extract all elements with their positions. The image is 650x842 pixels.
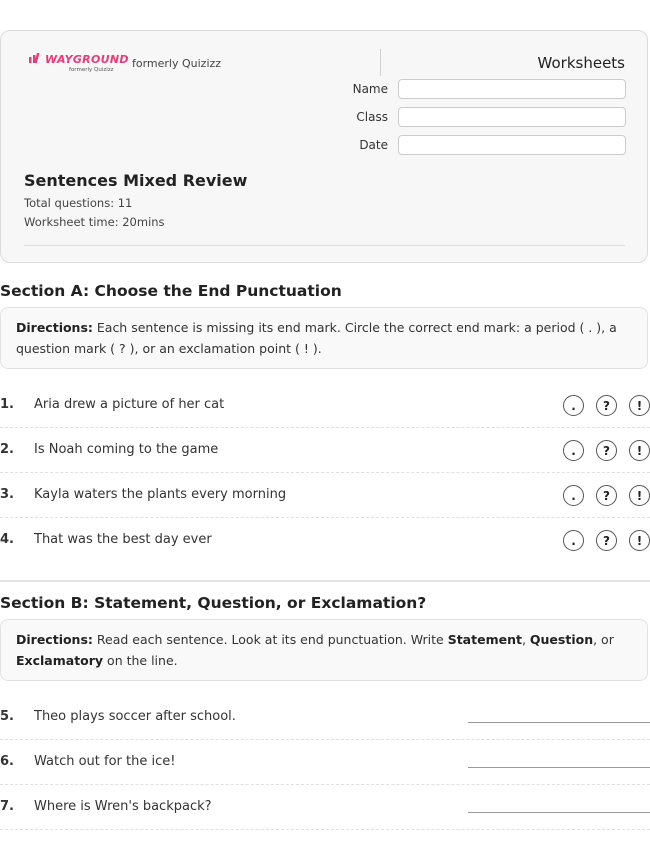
- name-label: Name: [352, 82, 388, 96]
- question-text: Is Noah coming to the game: [34, 442, 219, 457]
- total-questions: Total questions: 11: [24, 196, 133, 210]
- exclamation-choice[interactable]: !: [629, 530, 650, 551]
- header-card: [0, 30, 648, 263]
- logo-text: WAYGROUND: [45, 53, 129, 66]
- punctuation-choices: [563, 530, 650, 551]
- question-mark-choice[interactable]: ?: [596, 395, 617, 416]
- period-choice[interactable]: .: [563, 485, 584, 506]
- question-number: 3.: [0, 487, 14, 502]
- directions-label: Directions:: [16, 320, 93, 335]
- question-keyword: Question: [529, 632, 594, 647]
- directions-text: on the line.: [103, 653, 178, 668]
- question-row: [0, 785, 650, 830]
- period-choice[interactable]: .: [563, 395, 584, 416]
- question-mark-choice[interactable]: ?: [596, 485, 617, 506]
- question-text: Kayla waters the plants every morning: [34, 487, 287, 502]
- answer-line[interactable]: [468, 722, 650, 723]
- punctuation-choices: [563, 485, 650, 506]
- class-label: Class: [356, 110, 388, 124]
- logo-bars-icon: [29, 53, 43, 66]
- question-number: 2.: [0, 442, 14, 457]
- directions-separator: , or: [593, 632, 614, 647]
- exclamation-choice[interactable]: !: [629, 440, 650, 461]
- question-number: 4.: [0, 532, 14, 547]
- question-row: [0, 383, 650, 428]
- question-row: [0, 473, 650, 518]
- section-a-title: Section A: Choose the End Punctuation: [0, 282, 342, 300]
- name-field-row: [341, 78, 628, 100]
- period-choice[interactable]: .: [563, 440, 584, 461]
- logo-subtext: formerly Quizizz: [69, 67, 114, 73]
- section-b-title: Section B: Statement, Question, or Exclamation?: [0, 594, 427, 612]
- exclamatory-keyword: Exclamatory: [16, 653, 104, 668]
- worksheets-label: Worksheets: [537, 54, 625, 72]
- directions-label: Directions:: [16, 632, 93, 647]
- question-row: [0, 740, 650, 785]
- question-number: 5.: [0, 709, 14, 724]
- punctuation-choices: [563, 395, 650, 416]
- question-number: 1.: [0, 397, 14, 412]
- question-number: 6.: [0, 754, 14, 769]
- worksheet-time: Worksheet time: 20mins: [24, 215, 165, 229]
- exclamation-choice[interactable]: !: [629, 395, 650, 416]
- card-divider: [24, 245, 625, 246]
- question-row: [0, 695, 650, 740]
- question-mark-choice[interactable]: ?: [596, 440, 617, 461]
- worksheet-title: Sentences Mixed Review: [24, 171, 248, 190]
- question-mark-choice[interactable]: ?: [596, 530, 617, 551]
- directions-text: Each sentence is missing its end mark. Circle the correct end mark: a period ( . ), a question mark ( ? ), or an exclamation point ( ! ).: [16, 320, 617, 356]
- section-b-directions: [0, 619, 648, 681]
- question-text: Aria drew a picture of her cat: [34, 397, 225, 412]
- question-row: [0, 518, 650, 563]
- question-number: 7.: [0, 799, 14, 814]
- period-choice[interactable]: .: [563, 530, 584, 551]
- class-field-row: [341, 106, 628, 128]
- name-input[interactable]: [398, 79, 626, 99]
- section-a-directions: [0, 307, 648, 369]
- answer-line[interactable]: [468, 767, 650, 768]
- exclamation-choice[interactable]: !: [629, 485, 650, 506]
- directions-text: Read each sentence. Look at its end punctuation. Write: [92, 632, 448, 647]
- question-text: Watch out for the ice!: [34, 754, 176, 769]
- date-label: Date: [359, 138, 388, 152]
- question-row: [0, 428, 650, 473]
- punctuation-choices: [563, 440, 650, 461]
- class-input[interactable]: [398, 107, 626, 127]
- formerly-label: formerly Quizizz: [132, 57, 222, 70]
- directions-separator: ,: [521, 632, 530, 647]
- wayground-logo: [29, 53, 129, 73]
- question-text: That was the best day ever: [34, 532, 212, 547]
- statement-keyword: Statement: [447, 632, 522, 647]
- question-text: Theo plays soccer after school.: [34, 709, 236, 724]
- date-field-row: [341, 134, 628, 156]
- question-text: Where is Wren's backpack?: [34, 799, 212, 814]
- section-divider: [0, 580, 650, 582]
- date-input[interactable]: [398, 135, 626, 155]
- answer-line[interactable]: [468, 812, 650, 813]
- header-divider: [380, 49, 381, 76]
